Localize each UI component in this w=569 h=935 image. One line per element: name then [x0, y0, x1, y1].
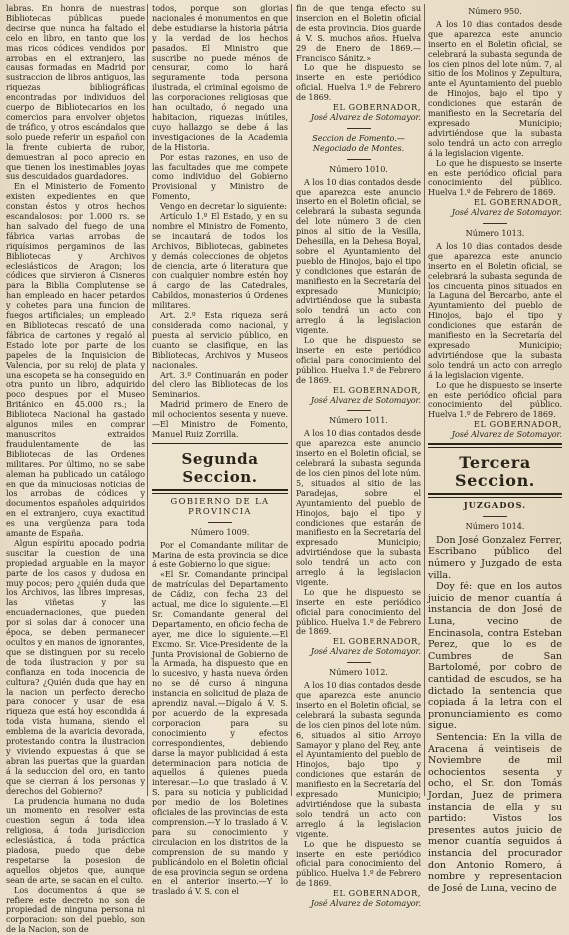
notice-text: A los 10 dias contados desde que aparezca este anuncio inserto en el Boletin oficial, se celebrará la subasta segunda de los cien pinos del lote núm. 5, situados al sitio de las Paradejas, sobre el Ayuntamiento del pueblo de Hinojos, bajo el tipo y condiciones que estarán de manifiesto en la Secretaría del expresado Municipio; advirtiéndose que la subasta solo tendrá un acto con arreglo á la legislacion vigente.: [296, 428, 421, 587]
notice-number: Número 1009.: [190, 526, 250, 537]
paragraph: Artículo 1.º El Estado, y en su nombre el Ministro de Fomento, se incautará de todos los Archivos, Bibliotecas, gabinetes y demás colecciones de objetos de ciencia, arte ó literatura que con cualquier nombre estén hoy á cargo de las Catedrales, Cabildos, monasterios ú Ordenes militares.: [152, 211, 288, 311]
section-rule: [428, 493, 562, 498]
paragraph: Sentencia: En la villa de Aracena á veintiseis de Noviembre de mil ochocientos sesenta y ocho, el Sr. don Tomás Jordan, Juez de primera instancia de ella y su partido: Vistos los presentes autos juicio de menor cuantía seguidos á instancia del procurador don Antonio Romero, á nombre y representacion de José de Luna, vecino de: [428, 731, 562, 894]
paragraph: labras. En honra de nuestras Bibliotecas públicas puede decirse que nunca ha faltado el celo en libro, en tanto que los mas ricos códices vendidos por arrobas en el extranjero, las causas formadas en Madrid por sustraccion de libros antiguos, las riquezas bibliográficas encontradas por individuos del cuerpo de Bibliotecarios en los comercios para envolver objetos de tráfico, y otros escándalos que solo puede referir un español con la frente cubierta de rubor, demuestran al poco aprecio en que tienen los inestimables joyas sus descuidados guardadores.: [6, 3, 145, 182]
signature-name: José Alvarez de Sotomayor.: [310, 646, 421, 657]
section-rule: [428, 443, 562, 448]
signature-name: José Alvarez de Sotomayor.: [310, 111, 421, 122]
divider: [347, 662, 371, 663]
notice-number: Número 1011.: [329, 415, 388, 426]
notice-footer: Lo que he dispuesto se inserte en este periódico oficial para conocimiento del público. Huelva 1.º de Febrero de 1869.: [428, 379, 562, 420]
signature-title: EL GOBERNADOR,: [332, 888, 421, 899]
section-subtitle: JUZGADOS.: [463, 500, 527, 511]
paragraph: Por estas razones, en uso de las facultades que me compete como individuo del Gobierno Provisional y Ministro de Fomento,: [152, 151, 288, 202]
notice-footer: Lo que he dispuesto se inserte en este periódico oficial para conocimiento del público. Huelva 1.º de Febrero de 1869.: [428, 157, 562, 198]
divider: [483, 223, 507, 224]
notice-number: Número 1012.: [329, 667, 388, 678]
notice-number: Número 1014.: [465, 520, 525, 531]
column-4: [428, 4, 562, 894]
divider: [347, 410, 371, 411]
notice-text: A los 10 dias contados desde que aparezca este anuncio inserto en el Boletin oficial, se celebrará la subasta segunda del lote número 3 de cien pinos al sitio de la Vesilla, Dehesilla, en la Dehesa Boyal, sobre el Ayuntamiento del pueblo de Hinojos, bajo el tipo y condiciones que estarán de manifiesto en la Secretaría del expresado Municipio; advirtiéndose que la subasta solo tendrá un acto con arreglo á la legislacion vigente.: [296, 176, 421, 336]
paragraph: La prudencia humana no duda un momento en resolver esta cuestion segun á toda idea religiosa, á toda jurisdiccion eclesiástica, á toda práctica piadosa, puedo que debe respetarse la posesion de aquellos objetos que, aunque sean de arte, se sacan en el culto.: [6, 795, 145, 885]
column-divider: [291, 4, 292, 796]
signature-name: José Alvarez de Sotomayor.: [451, 207, 562, 218]
paragraph: «El Sr. Comandante principal de matrículas del Departamento de Cádiz, con fecha 23 del actual, me dice lo siguiente.—El Sr. Comandante general del Departamento, en oficio fecha de ayer, me dice lo siguiente.—El Excmo. Sr. Vice-Presidente de la Junta Provisional de Gobierno de la Armada, ha dispuesto que en lo sucesivo, y hasta nueva órden no se dé curso á ninguna instancia en solicitud de plaza de aprendiz naval.—Dígalo á V. S. por acuerdo de la expresada corporacion para su conocimiento y efectos correspondientes, debiendo darse la mayor publicidad á esta determinacion para noticia de aquellos á quienes pueda interesar.—Lo que traslado á V. S. para su noticia y publicidad por medio de los Boletines oficiales de las provincias de esta comprension.—Y lo traslado á V. para su conocimiento y circulacion en los distritos de la comprension de su mando y publicándolo en el Boletin oficial de esa provincia segun se ordena en el anterior inserto.—Y lo traslado á V. S. con el: [152, 569, 288, 897]
signature-title: EL GOBERNADOR,: [332, 102, 421, 113]
column-3: [296, 3, 421, 909]
notice-footer: Lo que he dispuesto se inserte en este periódico oficial para conocimiento del público. Huelva 1.º de Febrero de 1869.: [296, 335, 421, 385]
section-rule: [152, 443, 288, 444]
paragraph: Los documentos á que se refiere este decreto no son de propiedad de ninguna persona ni corporacion: son del pueblo, son de la Nacion, son de: [6, 884, 145, 935]
column-divider: [424, 4, 425, 796]
paragraph: Doy fé: que en los autos juicio de menor cuantía á instancia de don José de Luna, vecino de Encinasola, contra Esteban Perez, que lo es de Cumbres de San Bartolomé, por cobro de cantidad de escudos, se ha dictado la sentencia que copiada á la letra con el pronunciamiento es como sigue.: [428, 581, 562, 732]
notice-number: Número 1010.: [329, 163, 388, 174]
column-divider: [147, 4, 148, 796]
signature-name: José Alvarez de Sotomayor.: [451, 429, 562, 440]
divider: [347, 159, 371, 160]
signature-name: José Alvarez de Sotomayor.: [310, 898, 421, 909]
divider: [483, 516, 507, 517]
paragraph: Por el Comandante militar de Marina de esta provincia se dice á este Gobierno lo que sigue:: [152, 539, 288, 570]
section-title: Segunda Seccion.: [181, 449, 259, 486]
column-1: [6, 3, 145, 935]
notice-text: A los 10 dias contados desde que aparezca este anuncio inserto en el Boletin oficial, se celebrará la subasta segunda de los cien pinos del lote núm. 7, al sitio de los Molinos y Zepultura, ante el Ayuntamiento del pueblo de Hinojos, bajo el tipo y condiciones que estarán de manifiesto en la Secretaría del expresado Municipio; advirtiéndose que la subasta solo tendrá un acto con arreglo á la legislacion vigente.: [428, 18, 562, 158]
signature-title: EL GOBERNADOR,: [473, 419, 562, 430]
divider: [208, 522, 232, 523]
paragraph: Madrid primero de Enero de mil ochocientos sesenta y nueve.—El Ministro de Fomento, Manuel Ruiz Zorrilla.: [152, 399, 288, 439]
signature-name: José Alvarez de Sotomayor.: [310, 394, 421, 405]
signature-title: EL GOBERNADOR,: [332, 636, 421, 647]
paragraph: Art. 2.º Esta riqueza será considerada como nacional, y puesta al servicio público, en cuanto se clasifique, en las Bibliotecas, Archivos y Museos nacionales.: [152, 310, 288, 370]
divider: [347, 128, 371, 129]
notice-text: A los 10 dias contados desde que aparezca este anuncio inserto en el Boletin oficial, se celebrará la subasta segunda de los cien pinos del lote núm. 6, situados al sitio Arroyo Samayor y plano del Rey, ante el Ayuntamiento del pueblo de Hinojos, bajo tipo y condiciones que estarán de manifiesto en la Secretaría del expresado Municipio; advirtiéndose que la subasta solo tendrá un acto con arreglo á la legislacion vigente.: [296, 680, 421, 839]
notice-footer: Lo que he dispuesto se inserte en este periódico oficial para conocimiento del público. Huelva 1.º de Febrero de 1869.: [296, 586, 421, 637]
section-label: Seccion de Fomento.—Negociado de Montes.: [312, 132, 405, 153]
paragraph: Don José Gonzalez Ferrer, Escribano público del número y Juzgado de esta villa.: [428, 534, 562, 581]
notice-number: Número 1013.: [465, 228, 525, 239]
section-title: Tercera Seccion.: [455, 453, 535, 491]
signature-title: EL GOBERNADOR,: [473, 197, 562, 208]
paragraph: fin de que tenga efecto su insercion en el Boletin oficial de esta provincia. Dios guarde á V. S. muchos años. Huelva 29 de Enero de 1869.—Francisco Sánitz.»: [296, 3, 421, 63]
signature-title: EL GOBERNADOR,: [332, 384, 421, 395]
paragraph: Lo que he dispuesto se inserte en este periódico oficial. Huelva 1.º de Febrero de 1869.: [296, 62, 421, 103]
paragraph: Algun espíritu apocado podria suscitar la cuestion de una propiedad arguable en la mayor parte de los casos y dudosa en muy pocos; pero ¿quién duda que los Archivos, las libres impresas, las viñetas y las encuadernaciones, que pueden por si solas dar á conocer una época, se deben permanecer ocultos y en manos de ignorantes, que se distinguen por su recelo de toda ilustracion y por su confianza en toda inocencia de cultura? ¿Quién duda que hay en la nacion un perfecto derecho para conocer y usar de esa riqueza que está hoy escondida á toda vista humana, siendo el emblema de la avaricia devorada, protestando contra la ilustracion y viviendo expuestas á que se abran las puertas que la guardan á la seduccion del oro, en tanto que se cierran á los personas y derechos del Gobierno?: [6, 537, 145, 796]
section-subtitle: GOBIERNO DE LA PROVINCIA: [170, 495, 270, 516]
notice-number: Número 950.: [468, 6, 522, 16]
paragraph: todos, porque son glorias nacionales é monumentos en que debe estudiarse la historia pátria y la verdad de los hechos pasados. El Ministro que suscribe no puede ménos de censurar, como lo hará seguramente toda persona ilustrada, el criminal egoismo de las corporaciones religiosas que han ocultado, ó negado una habitacion, riquezas inútiles, cuyo hallazgo se debe á las investigaciones de la Academia de la Historia.: [152, 3, 288, 152]
paragraph: Art. 3.º Continuarán en poder del clero las Bibliotecas de los Seminarios.: [152, 369, 288, 400]
column-2: [152, 3, 288, 897]
paragraph: En el Ministerio de Fomento existen expedientes en que constan éstos y otros hechos escandalosos: por 1.000 rs. se han salvado del fuego de una fábrica varias arrobas de riquísimos pergaminos de las Bibliotecas y Archivos eclesiásticos de Aragon; los códices que sirvieron á Cisneros para la Biblia Complutense se han empleado en hacer petardos y cohetes para una funcion de fuegos artificiales; un empleado en Bibliotecas rescató de una fábrica de cartones y regaló al Estado lote por parte de los papeles de la Inquisicion de Valencia, por su reloj de plata y una escopeta se ha conseguido en otra punto un libro, adquirido poco despues por el Museo Británico en 45.000 rs.; la Biblioteca Nacional ha gastado algunos miles en comprar manuscritos extraidos fraudulentamente de las Bibliotecas de las Ordenes militares. Por último, no se sabe aleman ha publicado un catálogo en que da minuciosas noticias de los arrobas de códices y documentos españoles adquiridos en el extranjero, cuya exactitud es una vergüenza para toda amante de España.: [6, 181, 145, 539]
section-rule: [152, 489, 288, 494]
notice-footer: Lo que he dispuesto se inserte en este periódico oficial para conocimiento del público. Huelva 1.º de Febrero de 1869.: [296, 838, 421, 889]
paragraph: Vengo en decretar lo siguiente:: [160, 201, 287, 212]
notice-text: A los 10 dias contados desde que aparezca este anuncio inserto en el Boletin oficial, se celebrará la subasta segunda de los cincuenta pinos situados en la Laguna del Bercarbo, ante el Ayuntamiento del pueblo de Hinojos, bajo el tipo y condiciones que estarán de manifiesto en la Secretaría del expresado Municipio; advirtiéndose que la subasta solo tendrá un acto con arreglo á la legislacion vigente.: [428, 240, 562, 380]
